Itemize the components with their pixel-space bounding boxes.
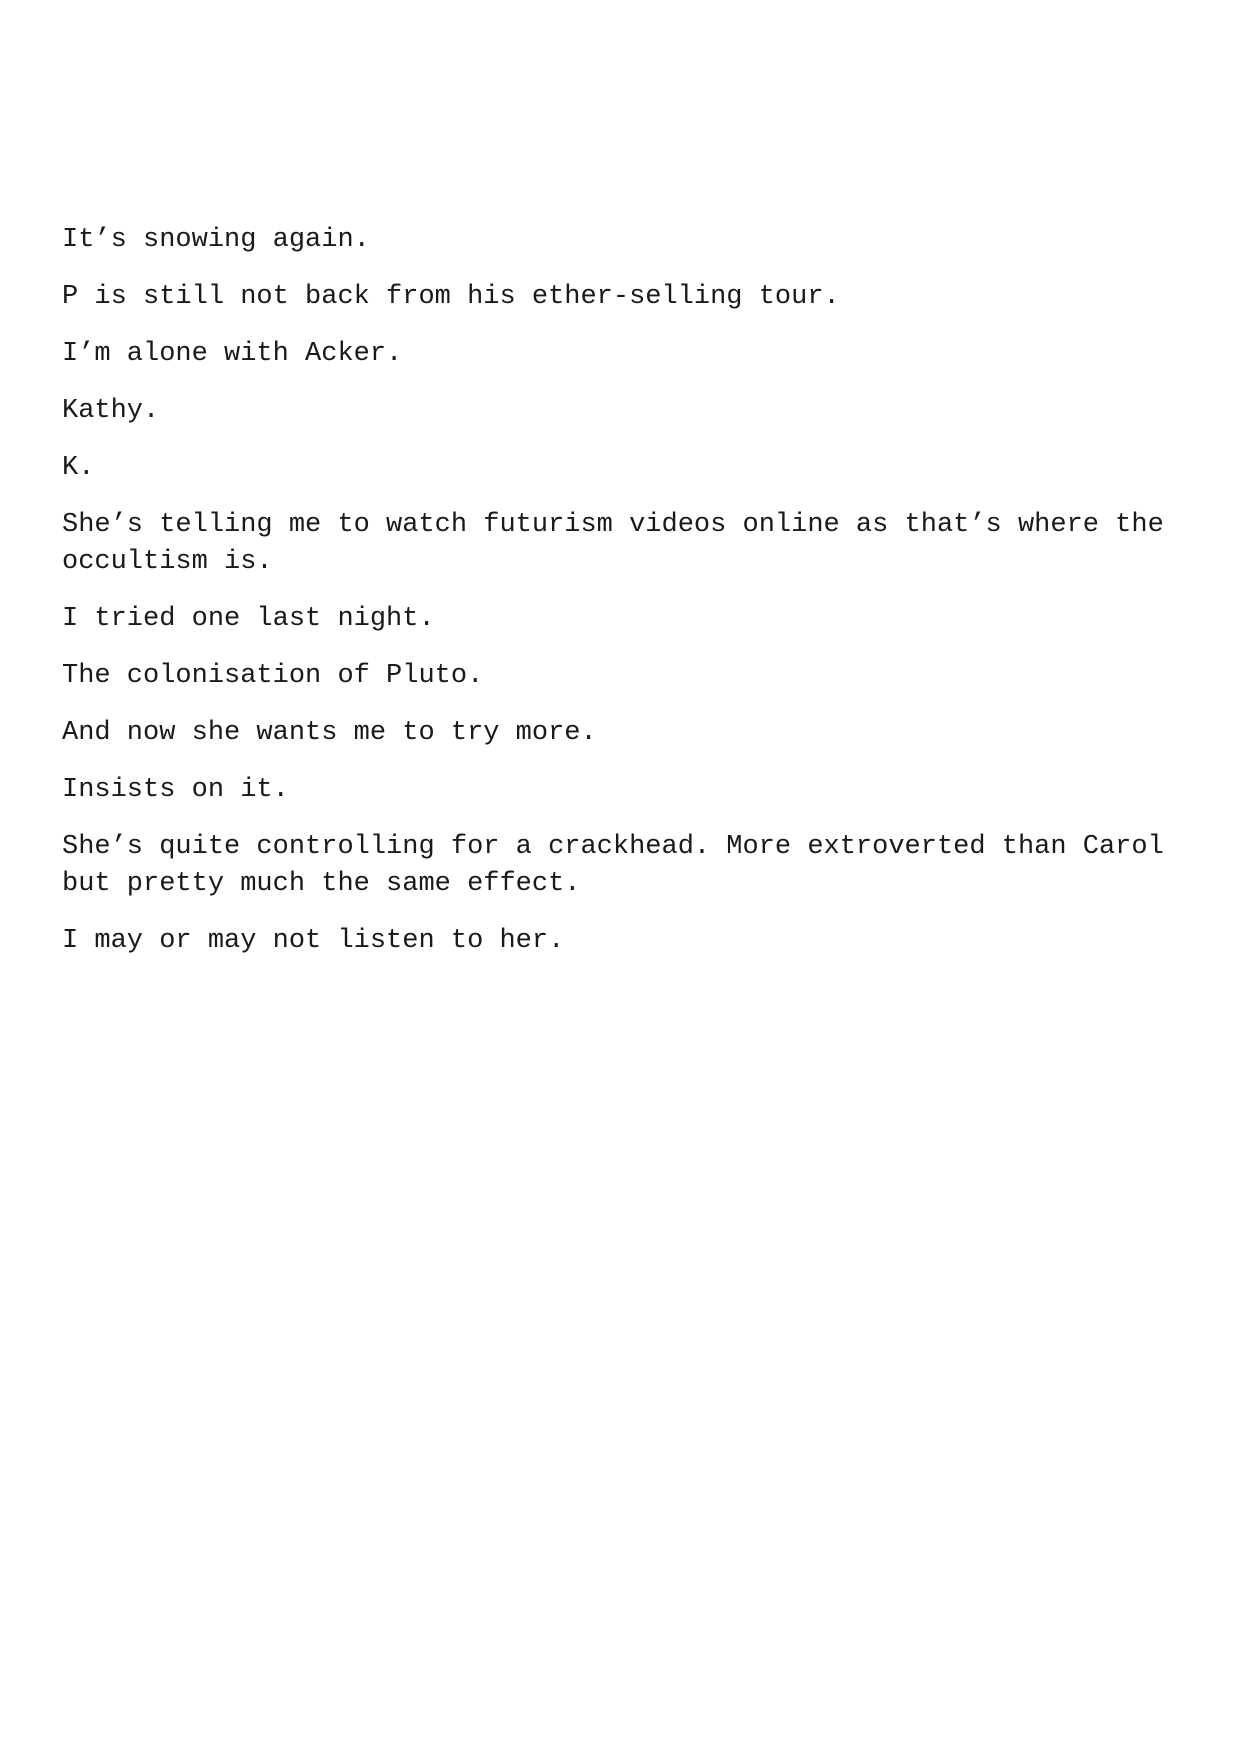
paragraph: Insists on it. bbox=[62, 775, 289, 805]
paragraph: She’s quite controlling for a crackhead. More extroverted than Carol but pretty much the same effect. bbox=[62, 832, 1164, 899]
paragraph: K. bbox=[62, 453, 95, 483]
paragraph: And now she wants me to try more. bbox=[62, 718, 597, 748]
paragraph: I may or may not listen to her. bbox=[62, 926, 565, 956]
paragraph: It’s snowing again. bbox=[62, 225, 370, 255]
paragraph: I tried one last night. bbox=[62, 604, 435, 634]
paragraph: Kathy. bbox=[62, 396, 160, 426]
paragraph: P is still not back from his ether-selling tour. bbox=[62, 282, 840, 312]
paragraph: She’s telling me to watch futurism videos online as that’s where the occultism is. bbox=[62, 510, 1164, 577]
body-text bbox=[62, 222, 1212, 980]
paragraph: The colonisation of Pluto. bbox=[62, 661, 484, 691]
paragraph: I’m alone with Acker. bbox=[62, 339, 403, 369]
